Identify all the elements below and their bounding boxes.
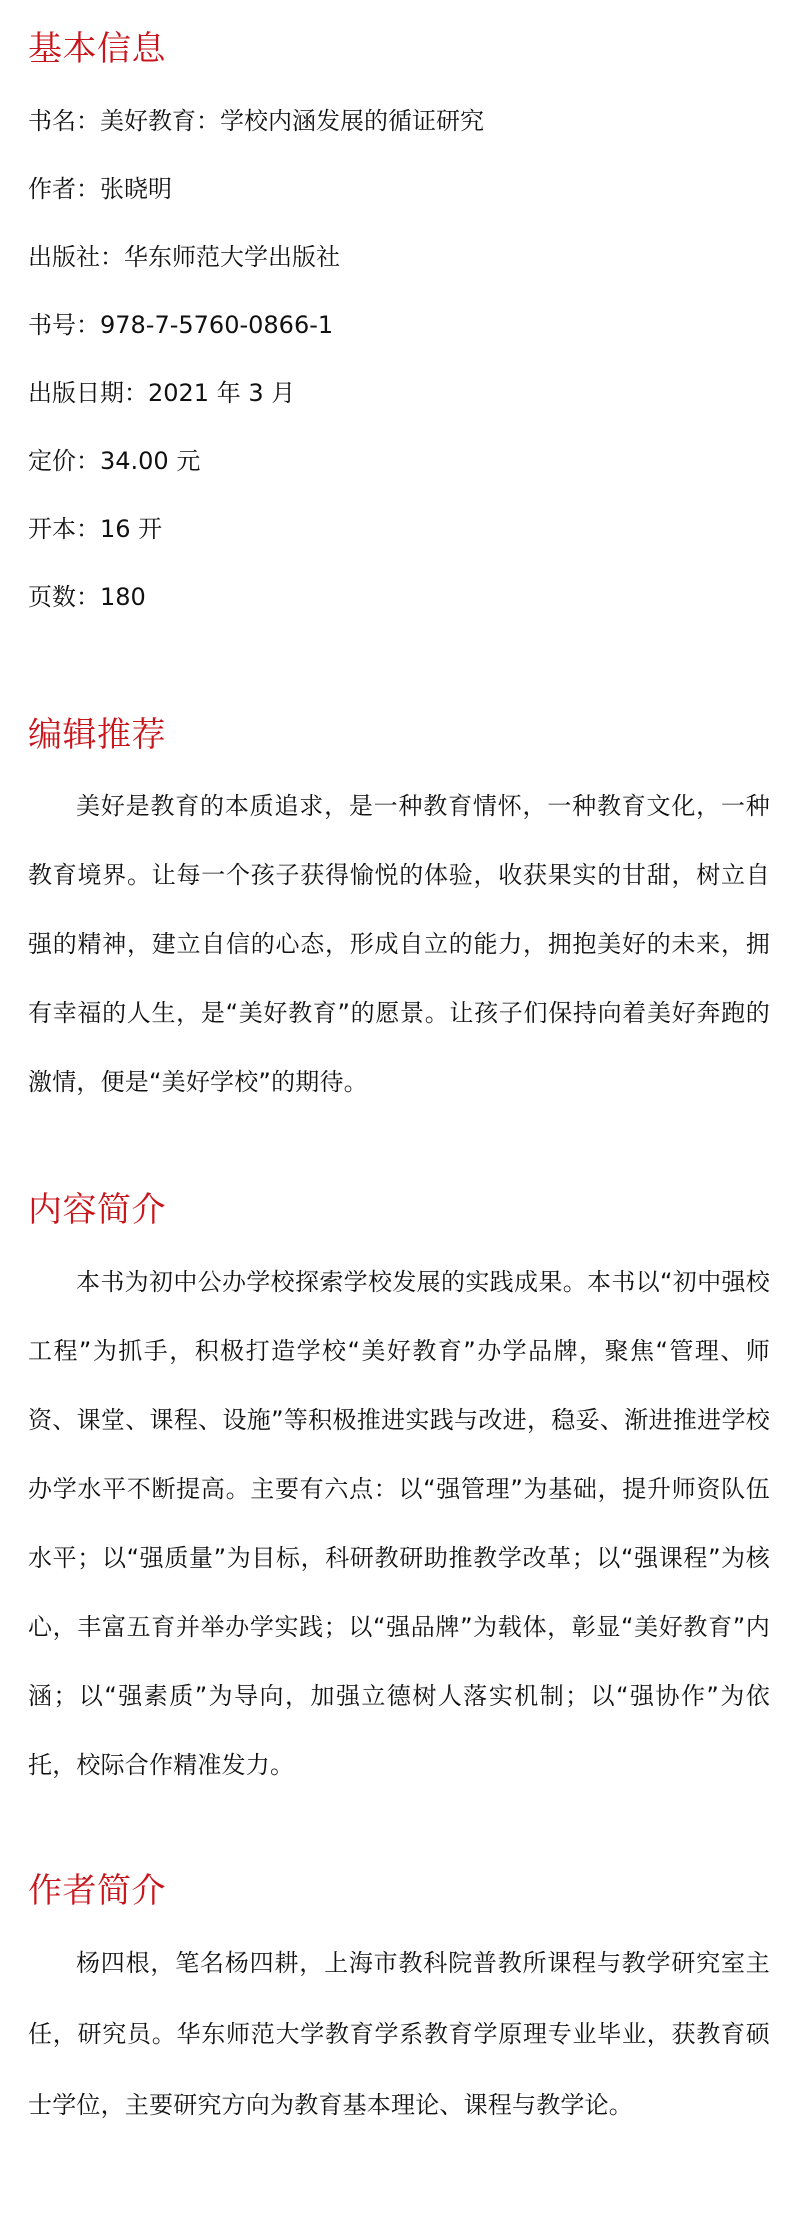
isbn-line: 书号：978-7-5760-0866-1 (28, 311, 334, 339)
author-intro-heading: 作者简介 (28, 1871, 166, 1911)
content-intro-heading: 内容简介 (28, 1190, 166, 1230)
price-line: 定价：34.00 元 (28, 447, 201, 475)
basic-info-heading: 基本信息 (28, 29, 166, 69)
publish-date-line: 出版日期：2021 年 3 月 (28, 379, 296, 407)
editor-recommend-paragraph: 美好是教育的本质追求，是一种教育情怀，一种教育文化，一种教育境界。让每一个孩子获得愉悦的体验，收获果实的甘甜，树立自强的精神，建立自信的心态，形成自立的能力，拥抱美好的未来，拥有幸福的人生，是“美好教育”的愿景。让孩子们保持向着美好奔跑的激情，便是“美好学校”的期待。 (28, 792, 770, 1096)
editor-recommend-heading: 编辑推荐 (28, 715, 166, 755)
book-title-line: 书名：美好教育：学校内涵发展的循证研究 (28, 107, 484, 135)
publisher-line: 出版社：华东师范大学出版社 (28, 243, 340, 271)
format-line: 开本：16 开 (28, 515, 163, 543)
author-intro-paragraph: 杨四根，笔名杨四耕，上海市教科院普教所课程与教学研究室主任，研究员。华东师范大学教育学系教育学原理专业毕业，获教育硕士学位，主要研究方向为教育基本理论、课程与教学论。 (28, 1949, 770, 2119)
author-line: 作者：张晓明 (28, 175, 172, 203)
pages-line: 页数：180 (28, 583, 146, 611)
content-intro-paragraph: 本书为初中公办学校探索学校发展的实践成果。本书以“初中强校工程”为抓手，积极打造学校“美好教育”办学品牌，聚焦“管理、师资、课堂、课程、设施”等积极推进实践与改进，稳妥、渐进推进学校办学水平不断提高。主要有六点：以“强管理”为基础，提升师资队伍水平；以“强质量”为目标，科研教研助推教学改革；以“强课程”为核心，丰富五育并举办学实践；以“强品牌”为载体，彰显“美好教育”内涵；以“强素质”为导向，加强立德树人落实机制；以“强协作”为依托，校际合作精准发力。 (28, 1268, 770, 1779)
